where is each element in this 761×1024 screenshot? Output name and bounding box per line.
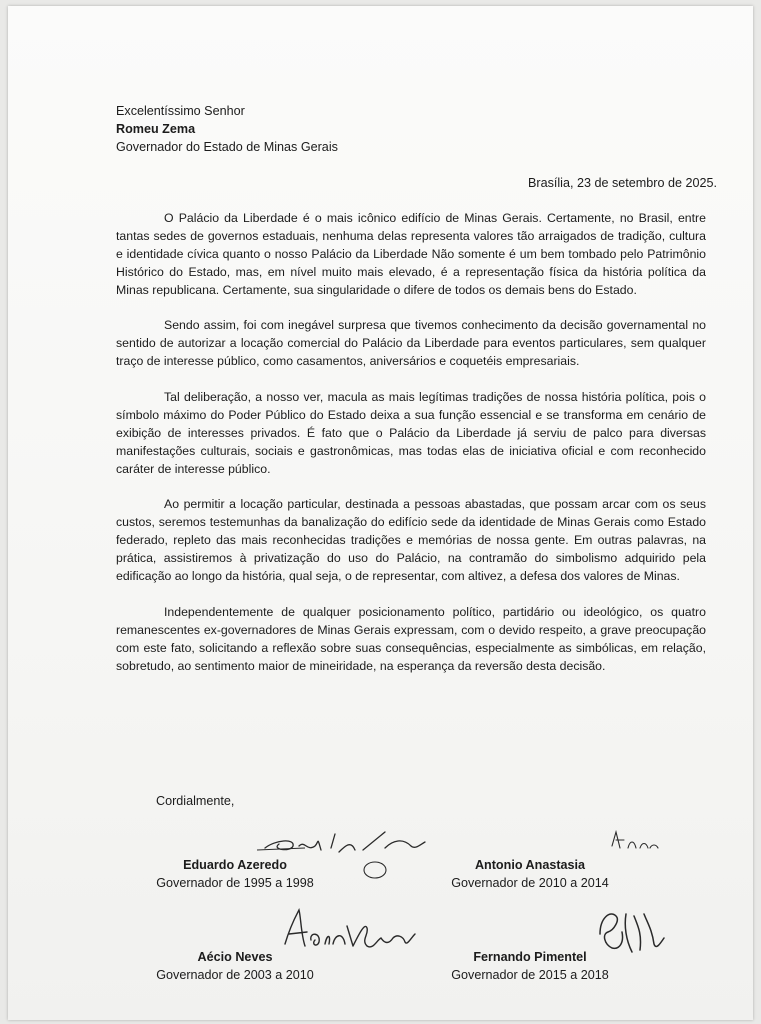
recipient-salutation: Excelentíssimo Senhor — [116, 104, 245, 118]
recipient-name: Romeu Zema — [116, 122, 196, 136]
date-line: Brasília, 23 de setembro de 2025. — [527, 176, 717, 190]
signatory-term: Governador de 2003 a 2010 — [156, 968, 314, 982]
paragraph: O Palácio da Liberdade é o mais icônico edifício de Minas Gerais. Certamente, no Brasil, entre tantas sedes de governos estaduais, nenhuma delas representa valores tão arraigados de tradição, cultura e identidade cívica quanto o nosso Palácio da Liberdade Não somente é um bem tombado pelo Patrimônio Histórico do Estado, mas, em nível muito mais elevado, é a representação física da história política da Minas republicana. Certamente, sua singularidade o difere de todos os demais bens do Estado. — [116, 211, 706, 297]
signatory-term: Governador de 2015 a 2018 — [451, 968, 609, 982]
signatory-name: Antonio Anastasia — [474, 858, 586, 872]
signatory-name: Aécio Neves — [197, 950, 273, 964]
paragraph: Tal deliberação, a nosso ver, macula as mais legítimas tradições de nossa história política, pois o símbolo máximo do Poder Público do Estado deixa a sua função essencial e se transforma em cenário de exibição de interesses privados. É fato que o Palácio da Liberdade já serviu de palco para diversas manifestações culturais, sociais e gastronômicas, mas todas elas de iniciativa oficial e com reconhecido caráter de interesse público. — [116, 390, 706, 476]
paragraph: Ao permitir a locação particular, destinada a pessoas abastadas, que possam arcar com os seus custos, seremos testemunhas da banalização do edifício sede da identidade de Minas Gerais como Estado federado, repleto das mais reconhecidas tradições e memórias de nossa gente. Em outras palavras, na prática, assistiremos à privatização do uso do Palácio, na contramão do simbolismo adquirido pela edificação ao longo da história, qual seja, o de representar, com altivez, a defesa dos valores de Minas. — [116, 497, 706, 584]
recipient-title: Governador do Estado de Minas Gerais — [116, 140, 338, 154]
signature-block-azeredo — [120, 826, 350, 892]
signature-block-anastasia — [424, 826, 636, 892]
letter-body — [116, 210, 706, 693]
closing: Cordialmente, — [156, 794, 235, 808]
paragraph: Sendo assim, foi com inegável surpresa que tivemos conhecimento da decisão governamental no sentido de autorizar a locação comercial do Palácio da Liberdade para eventos particulares, sem qualquer traço de interesse público, como casamentos, aniversários e coquetéis empresariais. — [116, 318, 706, 369]
recipient-block — [116, 102, 338, 156]
signatory-term: Governador de 2010 a 2014 — [451, 876, 609, 890]
letter-page — [8, 6, 753, 1020]
signature-block-pimentel — [424, 904, 636, 984]
paragraph: Independentemente de qualquer posicionamento político, partidário ou ideológico, os quatro remanescentes ex-governadores de Minas Gerais expressam, com o devido respeito, a grave preocupação com este fato, solicitando a reflexão sobre suas consequências, especialmente as simbólicas, em relação, sobretudo, ao sentimento maior de mineiridade, na esperança da reversão desta decisão. — [116, 604, 706, 673]
signature-block-neves — [120, 904, 350, 984]
signatory-term: Governador de 1995 a 1998 — [156, 876, 314, 890]
signatory-name: Eduardo Azeredo — [183, 858, 287, 872]
signatory-name: Fernando Pimentel — [473, 950, 587, 964]
